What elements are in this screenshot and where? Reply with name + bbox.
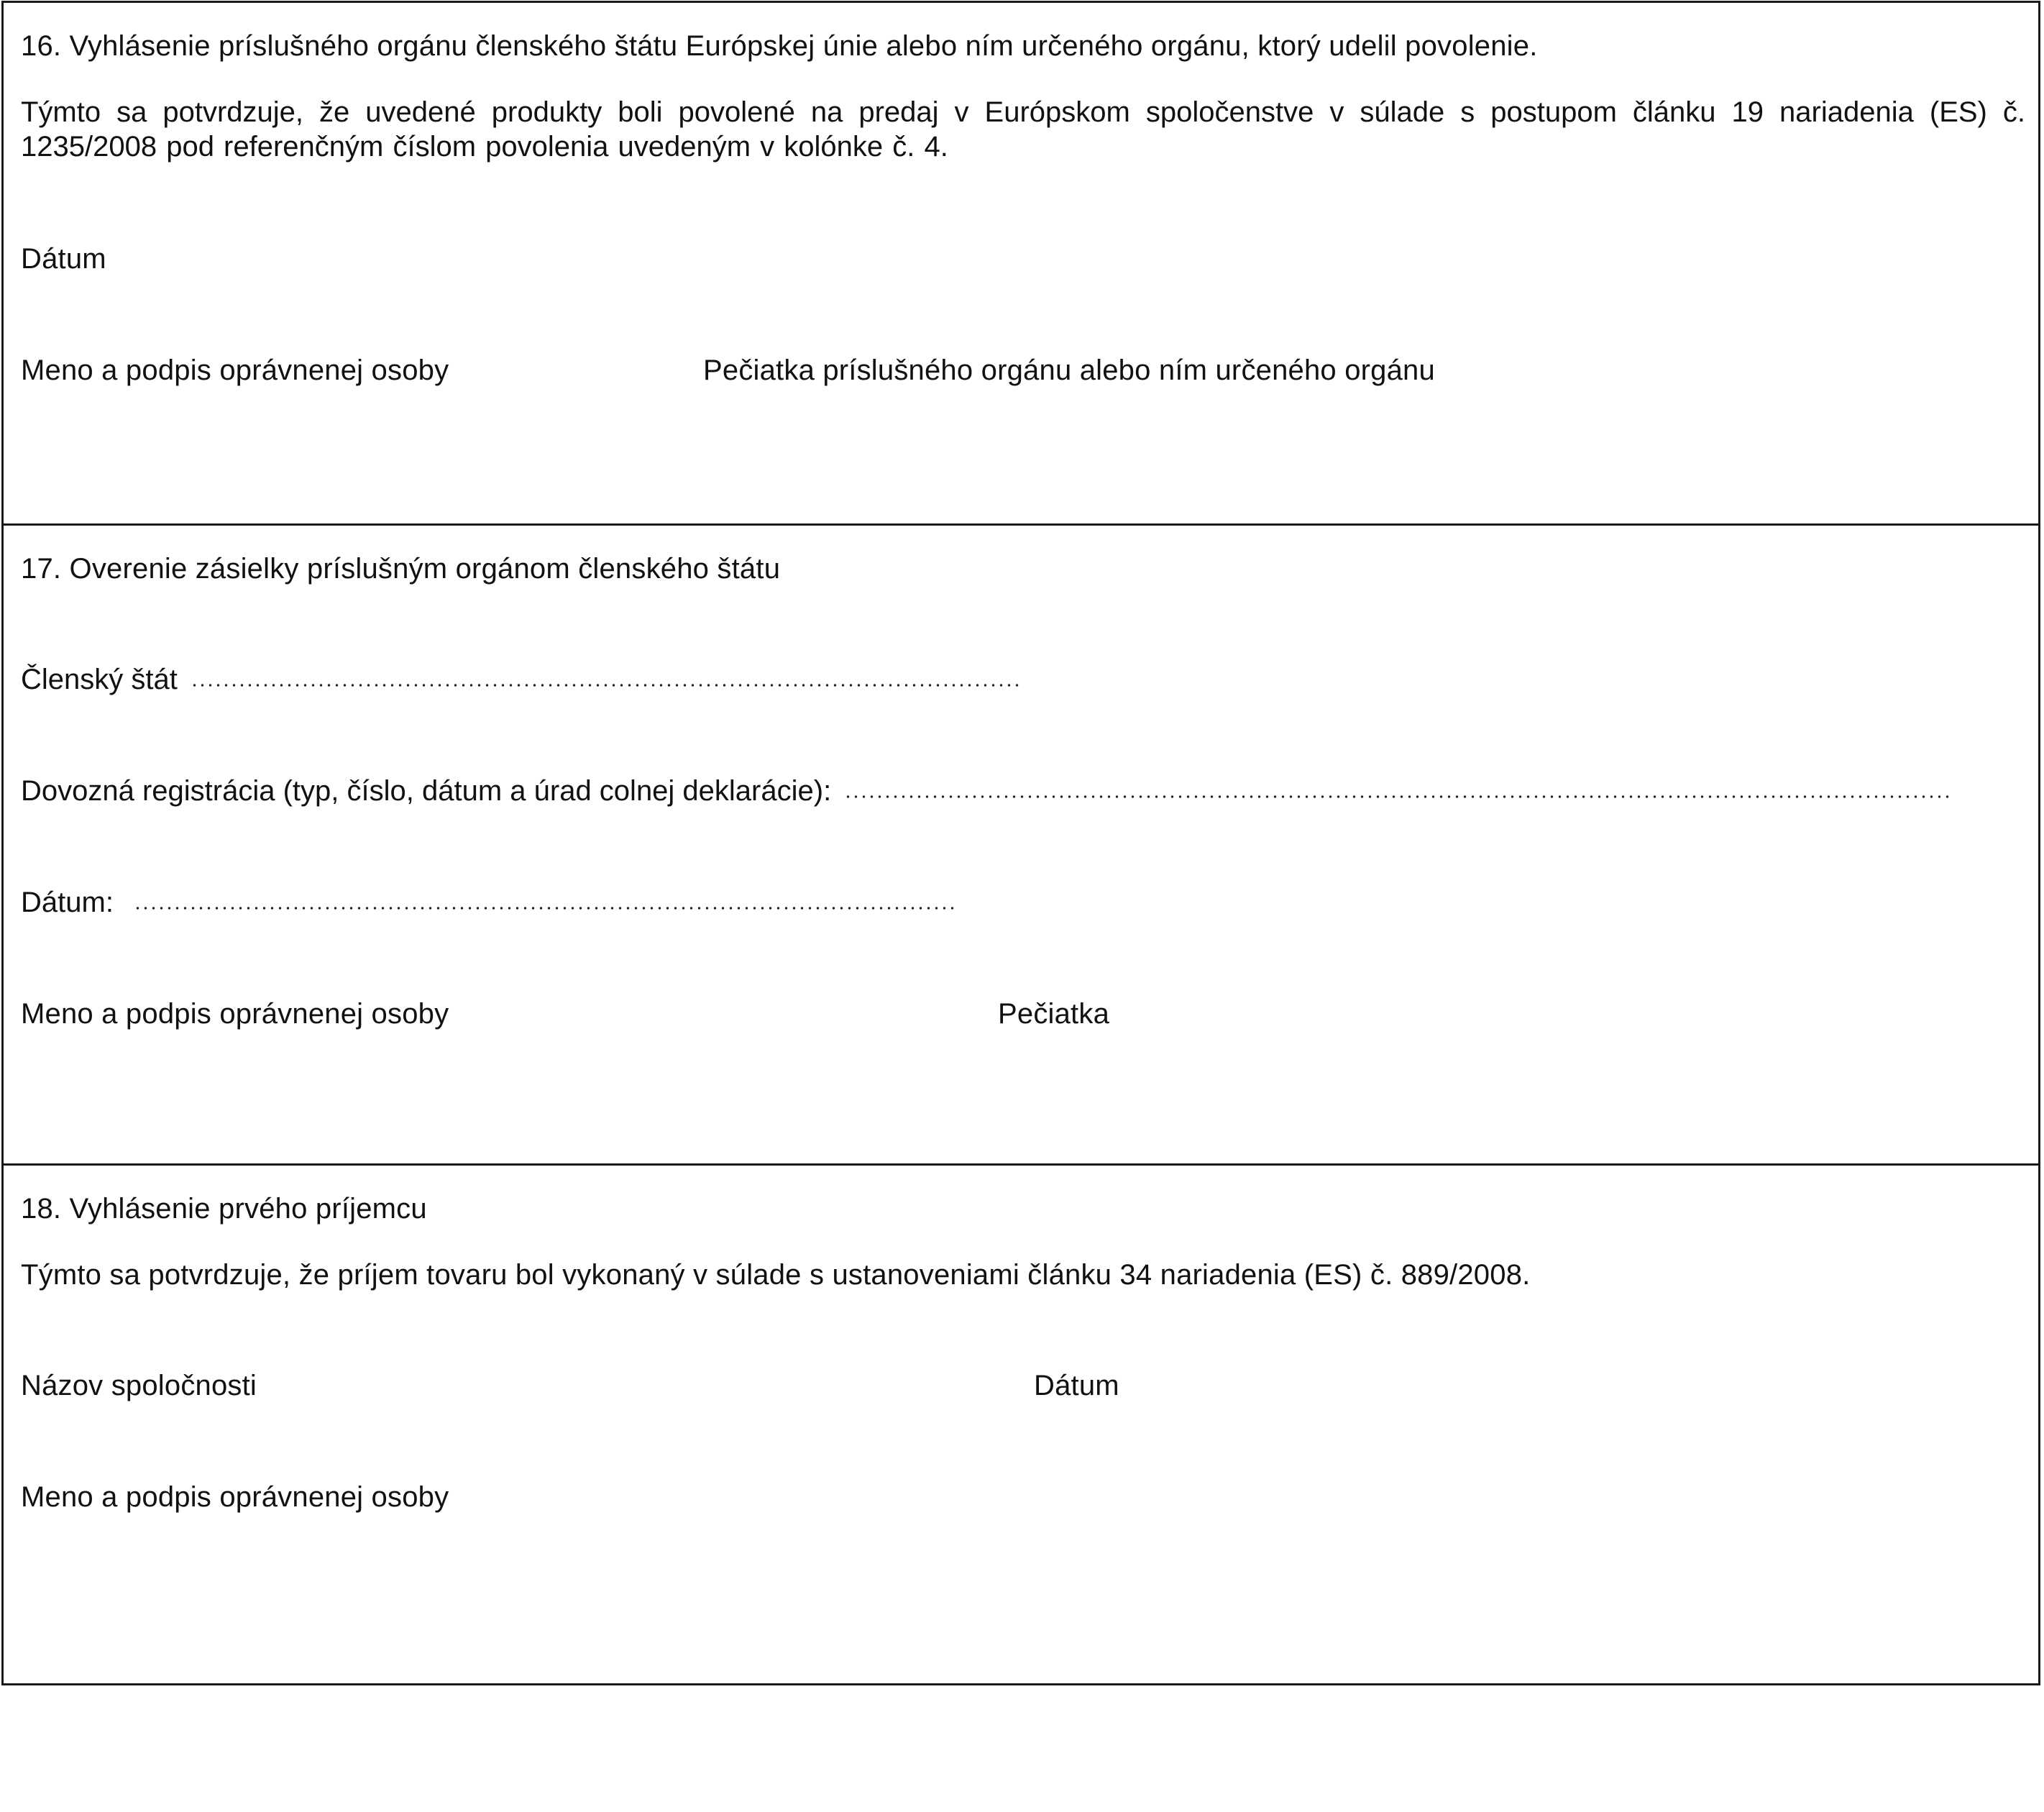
section-17-box bbox=[4, 526, 2038, 1166]
section-17-stamp-label: Pečiatka bbox=[998, 998, 1110, 1030]
section-16-text: Týmto sa potvrdzuje, že uvedené produkty boli povolené na predaj v Európskom spoločenstve v súlade s postupom článku 19 nariadenia (ES) č. 1235/2008 pod referenčným číslom povolenia uvedeným v kolónke č. 4. bbox=[21, 96, 2025, 163]
section-16-stamp-label: Pečiatka príslušného orgánu alebo ním určeného orgánu bbox=[703, 354, 1435, 386]
section-18-date-label: Dátum bbox=[1034, 1370, 1119, 1401]
section-16-date-label: Dátum bbox=[21, 243, 106, 275]
section-17-date-label: Dátum: bbox=[21, 887, 114, 918]
import-registration-label: Dovozná registrácia (typ, číslo, dátum a úrad colnej deklarácie): bbox=[21, 775, 832, 807]
date-dotted-line bbox=[134, 906, 957, 910]
section-18-box bbox=[4, 1166, 2038, 1683]
section-17-heading: 17. Overenie zásielky príslušným orgánom členského štátu bbox=[21, 553, 781, 585]
section-18-text: Týmto sa potvrdzuje, že príjem tovaru bol vykonaný v súlade s ustanoveniami článku 34 nariadenia (ES) č. 889/2008. bbox=[21, 1259, 1531, 1291]
section-18-signature-label: Meno a podpis oprávnenej osoby bbox=[21, 1481, 449, 1513]
import-registration-dotted-line bbox=[844, 795, 1949, 799]
section-16-signature-label: Meno a podpis oprávnenej osoby bbox=[21, 354, 449, 386]
member-state-label: Členský štát bbox=[21, 664, 178, 695]
date-row bbox=[21, 885, 957, 920]
member-state-dotted-line bbox=[191, 683, 1023, 687]
section-18-heading: 18. Vyhlásenie prvého príjemcu bbox=[21, 1193, 427, 1225]
company-name-label: Názov spoločnosti bbox=[21, 1370, 257, 1401]
section-17-signature-label: Meno a podpis oprávnenej osoby bbox=[21, 998, 449, 1030]
member-state-row bbox=[21, 662, 1023, 697]
import-registration-row bbox=[21, 774, 1949, 808]
certificate-form bbox=[1, 1, 2040, 1685]
section-16-box bbox=[4, 3, 2038, 526]
section-16-heading: 16. Vyhlásenie príslušného orgánu členského štátu Európskej únie alebo ním určeného orgánu, ktorý udelil povolenie. bbox=[21, 30, 1538, 62]
